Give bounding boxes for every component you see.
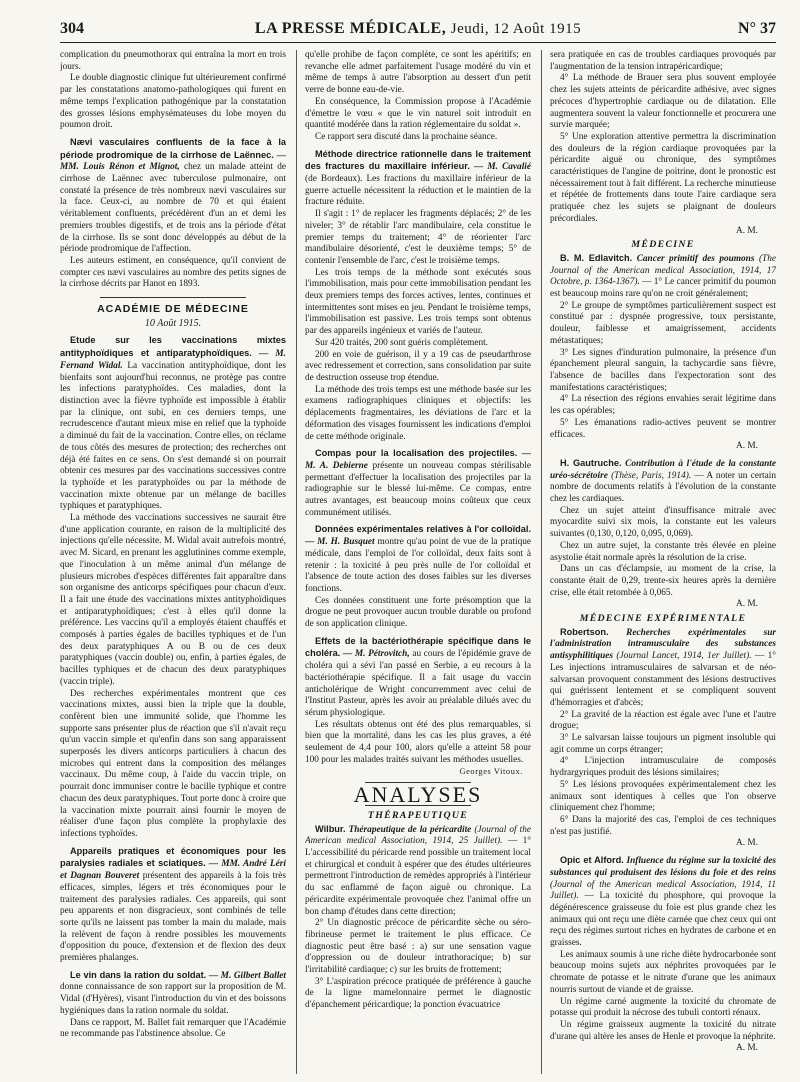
paragraph: Ce rapport sera discuté dans la prochaine séance. (315, 131, 498, 142)
section-divider (100, 297, 246, 298)
analysis-pericardite (305, 824, 531, 919)
signature: Georges Vitoux. (459, 767, 523, 777)
signature: A. M. (736, 225, 758, 236)
article-authors: — M. Cavalié (474, 162, 531, 173)
paragraph: Dans un cas d'éclampsie, au moment de la crise, la constante était de 0,29, trente-six heures après la dernière crise, elle était retombée à 0,065. (550, 564, 776, 598)
analysis-author: H. Gautruche. (560, 457, 622, 468)
analysis-author: Robertson. (560, 626, 609, 637)
article-authors: — MM. Louis Rénon et Mignot, (60, 150, 286, 173)
paragraph: 200 en voie de guérison, il y a 19 cas de pseudarthrose avec redressement et correction, sans consolidation par suite de destruction osseuse trop étendue. (305, 349, 531, 383)
analysis-reference: (Journal of the American medical Association, 1914, 11 Juillet). (550, 879, 776, 902)
paragraph: 3° Les signes d'induration pulmonaire, la présence d'un épanchement pleural sanguin, la tachycardie sans fièvre, l'absence de bacilles dans l'expectoration sont des manifestations caractéristiques; (550, 347, 776, 393)
article-title: Effets de la bactériothérapie spécifique dans le choléra. (305, 635, 531, 659)
analysis-title: Contribution à l'étude de la constante uréo-sécrétoire (550, 458, 776, 481)
column-left (60, 50, 286, 1074)
article-columns (60, 50, 776, 1074)
paragraph: 5° Les lésions provoquées expérimentalement chez les animaux sont identiques à celles que l'on observe cliniquement chez l'homme; (550, 779, 776, 814)
article-body: chez un malade atteint de cirrhose de Laënnec avec tuberculose pulmonaire, ont constaté la présence de très nombreux nævi vasculaires sur la face. Ceux-ci, au nombre de 70 et qui étaient véritablement confluents, précédèrent d'un an et demi les premiers troubles digestifs, et de trois ans la période d'état de la cirrhose. Ils se sont donc développés au début de la période prodromique de l'affection. (60, 162, 286, 255)
article-title: Appareils pratiques et économiques pour les paralysies radiales et sciatiques. (60, 845, 286, 869)
analysis-cancer (550, 253, 776, 301)
article-body: présentent des appareils à la fois très efficaces, simples, légers et très économiques pour le traitement des paralysies radiales. Ces appareils, qui sont peu apparents et non disgracieux, sont combinés de telle sorte qu'ils ne laissent pas tomber la main du malade, mais la relèvent de façon à rendre possibles les mouvements d'opposition du pouce, d'extension et de flexion des deux premières phalanges. (60, 871, 286, 964)
article-body: donne connaissance de son rapport sur la proposition de M. Vidal (d'Hyères), visant l'introduction du vin et des boissons hygiéniques dans la ration normale du soldat. (60, 982, 286, 1016)
paragraph: sera pratiquée en cas de troubles cardiaques provoqués par l'augmentation de la tension intrapéricardique; (550, 50, 776, 72)
analysis-body: — 1° Les injections intramusculaires de salvarsan et de néo-salvarsan provoquent constamment des lésions destructives qui guérissent lentement et se compliquent souvent d'hémorragies et d'abcès; (550, 651, 776, 708)
signature: A. M. (736, 1043, 758, 1054)
analysis-salvarsan (550, 627, 776, 710)
article-body: La vaccination antityphoïdique, dont les bienfaits sont aujourd'hui reconnus, ne protège pas contre les infections paratyphoïdes. Ces maladies, dont la distinction avec la fièvre typhoïde est impossible à établir par la clinique, ont subi, en ces derniers temps, une recrudescence d'autant mieux mise en relief que la typhoïde a diminué du fait de la vaccination. Contre elles, on réclame de tous côtés des mesures de protection; des recherches ont déjà été faites en ce sens. On s'est demandé si on pourrait obtenir ces mesures par des vaccinations successives contre la typhoïde et les paratyphoïdes ou par la méthode de vaccination mixte obtenue par un mélange de bacilles typhiques et paratyphiques. (60, 360, 286, 512)
article-body: (de Bordeaux). Les fractions du maxillaire inférieur de la guerre actuelle nécessitent la réduction et le maintien de la fracture réduite. (305, 174, 531, 208)
column-divider (296, 50, 297, 1074)
article-title: Données expérimentales relatives à l'or colloïdal. (315, 524, 531, 535)
article-title: Méthode directrice rationnelle dans le traitement des fractures du maxillaire inférieur. (305, 148, 531, 172)
article-naevi (60, 137, 286, 256)
article-vin (60, 970, 286, 1018)
paragraph: 4° L'injection intramusculaire de composés hydrargyriques produit des lésions similaires; (550, 756, 776, 779)
article-compas (305, 448, 531, 519)
paragraph: complication du pneumothorax qui entraîna la mort en trois jours. (60, 50, 286, 72)
paragraph: Chez un autre sujet, la constante très élevée en pleine asystolie était normale après la résolution de la crise. (550, 540, 776, 563)
article-authors: — M. Gilbert Ballet (208, 970, 286, 981)
article-maxillaire (305, 149, 531, 210)
analysis-reference: (Thèse, Paris, 1914). (611, 470, 692, 481)
paragraph: 2° Le groupe de symptômes particulièrement suspect est constitué par : dyspnée progressive, toux persistante, douleur, faiblesse et amaigrissement, accidents métastatiques; (550, 300, 776, 346)
paragraph: En conséquence, la Commission propose à l'Académie d'émettre le vœu « que le vin naturel soit introduit en quantité modérée dans la ration réglementaire du soldat ». (305, 96, 531, 131)
paragraph: 4° La résection des régions envahies serait légitime dans les cas opérables; (550, 394, 776, 417)
article-or-colloidal (305, 524, 531, 595)
analysis-reference: (Journal of the American medical Association, 1914, 25 Juillet). (305, 824, 531, 847)
page-header (60, 20, 776, 43)
article-title: Nævi vasculaires confluents de la face à la période prodromique de la cirrhose de Laënnec. (60, 136, 286, 160)
analysis-title: Influence du régime sur la toxicité des substances qui produisent des lésions du foie et des reins (550, 856, 776, 878)
paragraph: Des recherches expérimentales montrent que ces vaccinations mixtes, aussi bien la triple que la double, confèrent bien une immunité solide, que l'homme les supporte sans présenter plus de réaction que s'il n'avait reçu qu'un vaccin simple et qu'enfin dans son sang apparaissent superposés les divers anticorps particuliers à chacun des microbes qui entrent dans la composition des mélanges vaccinaux. Du même coup, à l'aide du vaccin triple, on pourrait donc immuniser contre le bacille typhique et contre chacun des deux paratyphiques. Tout porte donc à croire que la vaccination mixte pourrait ainsi fournir le moyen de réaliser d'une façon plus complète la prophylaxie des infections typhoïdes. (60, 688, 286, 839)
paragraph: 2° La gravité de la réaction est égale avec l'une et l'autre drogue; (550, 709, 776, 732)
paragraph: Dans ce rapport, M. Ballet fait remarquer que l'Académie ne recommande pas l'abstinence absolue. Ce (60, 1017, 286, 1040)
analysis-reference: (Journal Lancet, 1914, 1er Juillet). (616, 651, 752, 662)
paragraph: Un régime carné augmente la toxicité du chromate de potasse qui produit la nécrose des tubuli contorti rénaux. (550, 996, 776, 1019)
paragraph: Les trois temps de la méthode sont exécutés sous l'immobilisation, mais pour cette immobilisation pendant les deux premiers temps des forces actives, lentes, continues et intermittentes sont mises en jeu. Pendant le troisième temps, l'immobilisation est passive. Les trois temps sont obtenus par des appareils ingénieux et variés de l'auteur. (305, 267, 531, 337)
article-authors: — M. A. Debierne (305, 449, 531, 471)
paragraph: 5° Une exploration attentive permettra la discrimination des douleurs de la région cardiaque provoquées par la péricardite aiguë ou chronique, des symptômes caractéristiques de l'angine de poitrine, dont le pronostic est nécessairement tout à fait différent. La recherche minutieuse et répétée de frottements dans toute l'aire cardiaque sera pratiquée chez les sujets se plaignant de douleurs précordiales. (550, 131, 776, 224)
article-title: Compas pour la localisation des projectiles. (315, 448, 518, 459)
article-title: Le vin dans la ration du soldat. (70, 969, 207, 980)
article-body: montre qu'au point de vue de la pratique médicale, dans l'emploi de l'or colloïdal, deux faits sont à retenir : la toxicité à peu près nulle de l'or colloïdal et l'absence de toute action des doses faibles sur les diverses fonctions. (305, 537, 531, 594)
analysis-body: — 1° L'accessibilité du péricarde rend possible un traitement local et chirurgical et conduit à espérer que des études ultérieures permettront l'introduction de remèdes appropriés à l'intérieur du sac enflammé de façon aiguë ou chronique. La péricardite expérimentale provoquée chez l'animal offre un bon champ d'études dans cette direction; (305, 836, 531, 917)
article-authors: — M. Pétrovitch, (342, 649, 410, 660)
issue-date: Jeudi, 12 Août 1915 (450, 21, 582, 37)
article-authors: — MM. André Léri et Dagnan Bouveret (60, 859, 286, 882)
analysis-author: Opic et Alford. (560, 855, 624, 866)
article-vaccinations (60, 335, 286, 513)
page-number: 304 (60, 20, 84, 37)
analysis-author: B. M. Edlavitch. (560, 252, 633, 263)
article-authors: — M. H. Busquet (305, 537, 375, 548)
column-divider (541, 50, 542, 1074)
analysis-body: — 1° Le cancer primitif du poumon est beaucoup moins rare qu'on ne croit généralement; (550, 277, 776, 300)
paragraph: 3° L'aspiration précoce pratiquée de préférence à gauche de la ligne mamelonnaire permet le diagnostic d'épanchement péricardique; la ponction évacuatrice (305, 976, 531, 1011)
column-right (550, 50, 776, 1074)
article-body: présente un nouveau compas stérilisable permettant d'effectuer la localisation des projectiles par la radiographie sur le blessé lui-même. Ce compas, entre autres avantages, est beaucoup moins coûteux que ceux communément utilisés. (305, 460, 531, 518)
paragraph: Le double diagnostic clinique fut ultérieurement confirmé par les constatations anatomo-pathologiques qui furent en même temps l'explication pathogénique par la constatation des grosses lésions emphysémateuses du lobe moyen du poumon droit. (60, 73, 286, 131)
journal-name: LA PRESSE MÉDICALE, (254, 20, 447, 37)
paragraph: Les animaux soumis à une riche diète hydrocarbonée sont beaucoup moins sujets aux néphrites provoquées par le chromate de potasse et le nitrate d'urane que les animaux nourris surtout de viande et de graisse. (550, 949, 776, 995)
article-cholera (305, 636, 531, 720)
paragraph: 4° La méthode de Brauer sera plus souvent employée chez les sujets atteints de péricardite adhésive, avec signes précoces d'hypertrophie cardiaque ou de dilatation. Elle augmentera souvent la valeur fonctionnelle et procurera une survie marquée; (550, 73, 776, 131)
article-title: Etude sur les vaccinations mixtes antityphoïdiques et antiparatyphoïdiques. (60, 335, 286, 359)
paragraph: Chez un sujet atteint d'insuffisance mitrale avec myocardite suivi six mois, la constante eut les valeurs suivantes (0,130, 0,120, 0,095, 0,069). (550, 505, 776, 540)
paragraph: Ces données constituent une forte présomption que la drogue ne peut provoquer aucun trouble durable ou profond de son application clinique. (305, 595, 531, 630)
paragraph: 2° Un diagnostic précoce de péricardite sèche ou séro-fibrineuse permet le traitement le plus efficace. Ce diagnostic peut être basé : a) sur une sensation vague d'oppression ou de douleur intrathoracique; b) sur l'irritabilité cardiaque; c) sur les bruits de frottement; (305, 918, 531, 976)
signature: A. M. (736, 838, 758, 849)
paragraph: Les auteurs estiment, en conséquence, qu'il convient de compter ces nævi vasculaires au nombre des petits signes de la cirrhose décrits par Hanot en 1893. (60, 255, 286, 290)
analysis-body: — A noter un certain nombre de documents relatifs à l'évolution de la constante chez les cardiaques. (550, 470, 776, 505)
analysis-regime (550, 855, 776, 950)
paragraph: La méthode des vaccinations successives ne saurait être d'une application courante, en raison de la multiplicité des injections qu'elle nécessite. M. Widal avait autrefois montré, avec M. Sicard, en prenant les agglutinines comme exemple, que l'inoculation à un même animal d'un mélange de plusieurs microbes d'espèces différentes fait apparaître dans son organisme des anticorps spécifiques pour chacun d'eux. Il a fait une étude des vaccinations mixtes antityphoïdiques et antiparatyphoïdiques; c'est à elles qu'il donne la préférence. Les vaccins qu'il a employés étaient chauffés et composés à parties égales de bacilles typhiques et de l'un des deux paratyphiques A ou B ou de ces deux paratyphiques (vaccin double) ou, enfin, à parties égales, de bacilles typhiques et de chacun des deux paratyphiques (vaccin triple). (60, 513, 286, 687)
paragraph: La méthode des trois temps est une méthode basée sur les examens radiographiques cliniques et objectifs: les déplacements fragmentaires, les déviations de l'arc et la déformation des visages fournissent les indications d'emploi de cette méthode originale. (305, 384, 531, 442)
section-heading: ACADÉMIE DE MÉDECINE (97, 303, 249, 316)
section-date: 10 Août 1915. (144, 317, 202, 329)
subsection-heading: MÉDECINE (631, 239, 695, 251)
paragraph: Sur 420 traités, 200 sont guéris complètement. (315, 337, 488, 348)
signature: A. M. (736, 441, 758, 452)
article-body: au cours de l'épidémie grave de choléra qui a sévi l'an passé en Serbie, a eu recours à la bactériothérapie spécifique. Il a fait usage du vaccin anticholérique de Wright concurremment avec celui de l'Institut Pasteur, après les avoir au préalable dilués avec du sérum physiologique. (305, 649, 531, 718)
column-middle (305, 50, 531, 1074)
subsection-heading: MÉDECINE EXPÉRIMENTALE (579, 613, 747, 625)
analysis-constante (550, 458, 776, 506)
analysis-reference: (The Journal of the American medical Association, 1914, 17 Octobre, p. 1364-1367). (550, 253, 776, 288)
analysis-body: — La toxicité du phosphore, qui provoque la dégénérescence graisseuse du foie est plus grande chez les animaux qui ont reçu une diète carnée que chez ceux qui ont reçu des régimes surtout riches en hydrates de carbone et en graisses. (550, 891, 776, 949)
signature: A. M. (736, 599, 758, 610)
analysis-title: Recherches expérimentales sur l'administration intramusculaire des substances antisyphilitiques (550, 627, 776, 662)
paragraph: 5° Les émanations radio-actives peuvent se montrer efficaces. (550, 417, 776, 440)
article-appareils (60, 846, 286, 965)
subsection-heading: THÉRAPEUTIQUE (367, 809, 469, 821)
analysis-title: Thérapeutique de la péricardite (348, 824, 472, 835)
analysis-title: Cancer primitif des poumons (636, 253, 755, 264)
paragraph: 3° Le salvarsan laisse toujours un pigment insoluble qui agit comme un corps étranger; (550, 733, 776, 755)
paragraph: Il s'agit : 1° de replacer les fragments déplacés; 2° de les niveler; 3° de rétablir l'arc mandibulaire, cela constitue le premier temps du traitement; 4° de réorienter l'arc mandibulaire désorienté, c'est le deuxième temps; 5° de contenir l'ensemble de l'arc, c'est le troisième temps. (305, 209, 531, 266)
paragraph: Les résultats obtenus ont été des plus remarquables, si bien que la mortalité, dans les cas les plus graves, a été seulement de 4,4 pour 100, alors qu'elle a atteint 58 pour 100 pour les malades traités suivant les méthodes usuelles. (305, 719, 531, 765)
paragraph: qu'elle prohibe de façon complète, ce sont les apéritifs; en revanche elle admet parfaitement l'usage modéré du vin et même de temps à autre l'absorption au dessert d'un petit verre de bonne eau-de-vie. (305, 50, 531, 96)
issue-number: N° 37 (738, 20, 776, 37)
paragraph: Un régime graisseux augmente la toxicité du nitrate d'urane qui altère les anses de Henle et provoque la néphrite. (550, 1019, 776, 1042)
paragraph: 6° Dans la majorité des cas, l'emploi de ces techniques n'est pas justifié. (550, 815, 776, 837)
article-authors: — M. Fernand Widal. (60, 349, 286, 371)
analysis-author: Wilbur. (315, 823, 346, 834)
journal-title (60, 20, 776, 38)
analyses-heading: ANALYSES (353, 782, 483, 808)
